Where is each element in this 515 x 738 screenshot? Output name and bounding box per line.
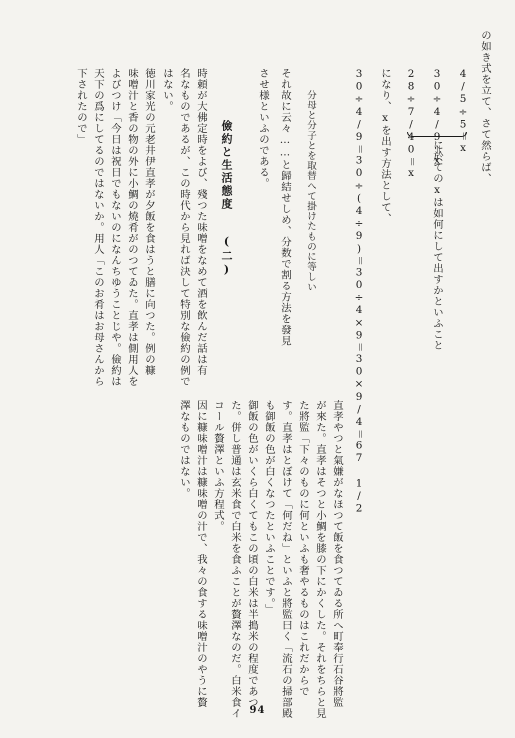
formula-4: 30÷4/9＝30÷(4÷9)＝30÷4×9＝30×9/4＝67 1/2 [353,68,365,516]
brace-mark [407,132,467,137]
essay-title: 儉約と生活態度 [220,120,233,211]
essay-paragraph-2: 徳川家光の元老井伊直孝が夕飯を食はうと膳に向つた。例の糠 味噌汁と香の物の外に小鯛の燒肴がのつてゐた。直孝は側用人を よびつけ「今日は祝日でもないのになんちゆうことじや。儉約は 天下の爲にしてるのではないか。用人「このお肴はお母さんから 下されたので」 [75,68,155,387]
essay-number: (二) [220,235,233,278]
brace-note: に於てのxは如何にして出すかといふこと [431,140,443,351]
formula-3: 28÷7/40＝x [405,68,417,180]
conclusion-1: それ故に云々……と歸結せしめ、分数で割る方法を發見 [279,68,291,347]
intro-line: の如き式を立て、さて然らば、 [479,30,491,184]
page-number: 94 [249,705,266,716]
x-method-line: になり、xを出す方法として、 [379,68,391,224]
formula-1: 4/5÷5＝x [457,68,469,155]
formula-2: 30÷4/9＝x [431,68,443,168]
essay-paragraph-1: 時頼が大佛定時をよび、殘つた味噌をなめて酒を飲んだ話は有 名なものであるが、この時代から見れば決して特別な儉約の例で はない。 [161,68,207,387]
conclusion-2: させ様といふのである。 [257,68,269,189]
fraction-rule-note: 分母と分子とを取替へて掛けたものに等しい [305,90,316,292]
lower-paragraph: 直孝やつと氣嫌がなほつて飯を食つてゐる所へ町奉行石谷將監 が來た。直孝はそつと小鯛を膝の下にかくした。それをちらと見 た將監「下々のものに何といふも奢やるものはこれだからで す。直孝はとぼけて「何だね」といふと將監曰く「流石の掃部殿 も御飯の色が白くなつたといふことです。」 御飯の色がいくら白くてもこの頃の白米は半搗米の程度であつ た。併し普通は玄米食で白米を食ふことが贅澤なのだ。白米食イ コール贅澤といふ方程式。 因に糠味噌汁は糠味噌の汁で、我々の食する味噌汁のやうに贅 澤なものではない。 [178,400,343,719]
